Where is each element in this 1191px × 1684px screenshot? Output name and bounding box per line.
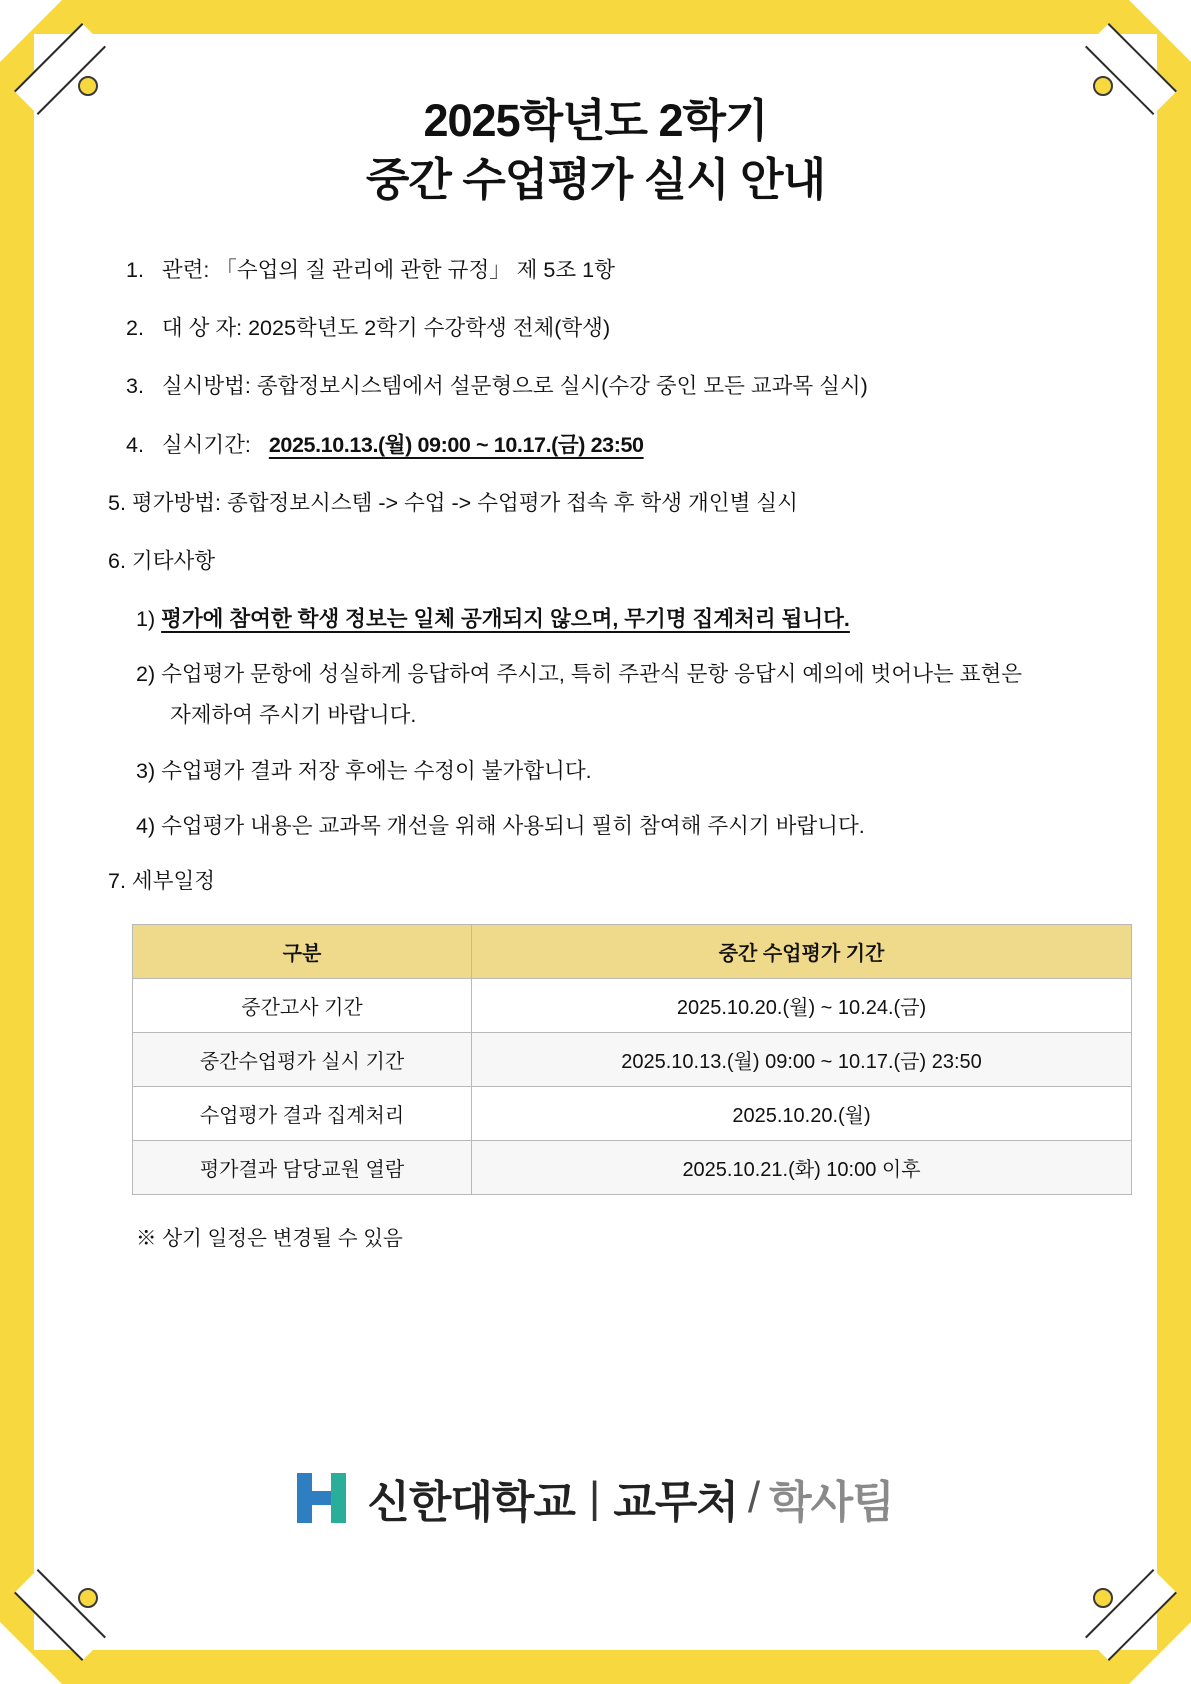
sub-number-2: 2): [136, 662, 156, 687]
list-item: [108, 430, 1083, 461]
schedule-note: ※ 상기 일정은 변경될 수 있음: [136, 1227, 403, 1251]
poster-sheet: [34, 34, 1157, 1650]
exam-period-highlight: 2025.10.13.(월) 09:00 ~ 10.17.(금) 23:50: [268, 432, 644, 457]
item-text-2: 2025학년도 2학기 수강학생 전체(학생): [248, 316, 611, 341]
item-number-5: 5.: [108, 490, 126, 515]
table-cell-period: 2025.10.20.(월) ~ 10.24.(금): [472, 979, 1132, 1033]
footer-divider: |: [588, 1473, 600, 1522]
item-number-3: 3.: [126, 374, 144, 399]
item-text-3: 종합정보시스템에서 설문형으로 실시(수강 중인 모든 교과목 실시): [256, 374, 868, 399]
table-cell-category: 중간고사 기간: [133, 979, 472, 1033]
table-row: [133, 1033, 1132, 1087]
title-line-1: 2025학년도 2학기: [423, 95, 768, 146]
footer-team: 학사팀: [769, 1478, 894, 1527]
item-number-4: 4.: [126, 432, 144, 457]
shinhan-university-logo-icon: [297, 1473, 349, 1523]
table-row: [133, 1141, 1132, 1195]
list-item: [108, 546, 1083, 577]
item-label-2: 대 상 자:: [161, 316, 243, 341]
table-row: [133, 1087, 1132, 1141]
sub-number-3: 3): [136, 758, 156, 783]
schedule-table-wrap: [132, 924, 1132, 1195]
table-cell-category: 수업평가 결과 집계처리: [133, 1087, 472, 1141]
list-item: [108, 604, 1083, 635]
list-item: [108, 255, 1083, 286]
item-label-6: 기타사항: [131, 548, 215, 573]
table-header-category: 구분: [133, 925, 472, 979]
footer-logo: [34, 1466, 1157, 1530]
item-number-1: 1.: [126, 258, 144, 282]
item-number-6: 6.: [108, 548, 126, 573]
sub-text-2-continuation: 자제하여 주시기 바랍니다.: [170, 703, 417, 728]
sub-text-2: 수업평가 문항에 성실하게 응답하여 주시고, 특히 주관식 문항 응답시 예의에 벗어나는 표현은: [161, 662, 1023, 687]
schedule-heading-text: 세부일정: [131, 868, 215, 893]
table-cell-period: 2025.10.20.(월): [472, 1087, 1132, 1141]
list-item: [108, 371, 1083, 402]
schedule-heading: [108, 866, 1083, 897]
footer-slash: /: [747, 1473, 760, 1522]
table-header-row: [133, 925, 1132, 979]
title-line-2: 중간 수업평가 실시 안내: [365, 153, 826, 205]
schedule-heading-number: 7.: [108, 868, 126, 893]
item-label-4: 실시기간:: [161, 432, 251, 457]
table-row: [133, 979, 1132, 1033]
item-label-3: 실시방법:: [161, 374, 251, 399]
footer-university-name: 신한대학교: [367, 1478, 575, 1527]
list-item: [108, 756, 1083, 787]
footer-department: 교무처: [613, 1478, 738, 1527]
sub-text-4: 수업평가 내용은 교과목 개선을 위해 사용되니 필히 참여해 주시기 바랍니다.: [161, 813, 865, 838]
notice-list: [96, 255, 1095, 897]
table-cell-category: 평가결과 담당교원 열람: [133, 1141, 472, 1195]
poster-content: [34, 34, 1157, 1650]
page-title: [96, 92, 1095, 209]
logo-square-accent: [331, 1473, 346, 1491]
table-cell-period: 2025.10.13.(월) 09:00 ~ 10.17.(금) 23:50: [472, 1033, 1132, 1087]
table-cell-category: 중간수업평가 실시 기간: [133, 1033, 472, 1087]
sub-text-3: 수업평가 결과 저장 후에는 수정이 불가합니다.: [161, 758, 592, 783]
sub-number-4: 4): [136, 813, 156, 838]
item-text-5: 종합정보시스템 -> 수업 -> 수업평가 접속 후 학생 개인별 실시: [226, 490, 798, 515]
item-label-1: 관련:: [161, 258, 210, 282]
table-header-period: 중간 수업평가 기간: [472, 925, 1132, 979]
item-text-1: 「수업의 질 관리에 관한 규정」 제 5조 1항: [215, 258, 615, 282]
list-item: [108, 659, 1083, 690]
list-item: [108, 488, 1083, 519]
item-number-2: 2.: [126, 316, 144, 341]
footer-logo-text: [367, 1466, 893, 1530]
sub-number-1: 1): [136, 607, 156, 632]
item-label-5: 평가방법:: [131, 490, 221, 515]
schedule-table: [132, 924, 1132, 1195]
table-cell-period: 2025.10.21.(화) 10:00 이후: [472, 1141, 1132, 1195]
list-item: [108, 313, 1083, 344]
list-item: [108, 811, 1083, 842]
sub-text-1: 평가에 참여한 학생 정보는 일체 공개되지 않으며, 무기명 집계처리 됩니다.: [161, 607, 850, 632]
